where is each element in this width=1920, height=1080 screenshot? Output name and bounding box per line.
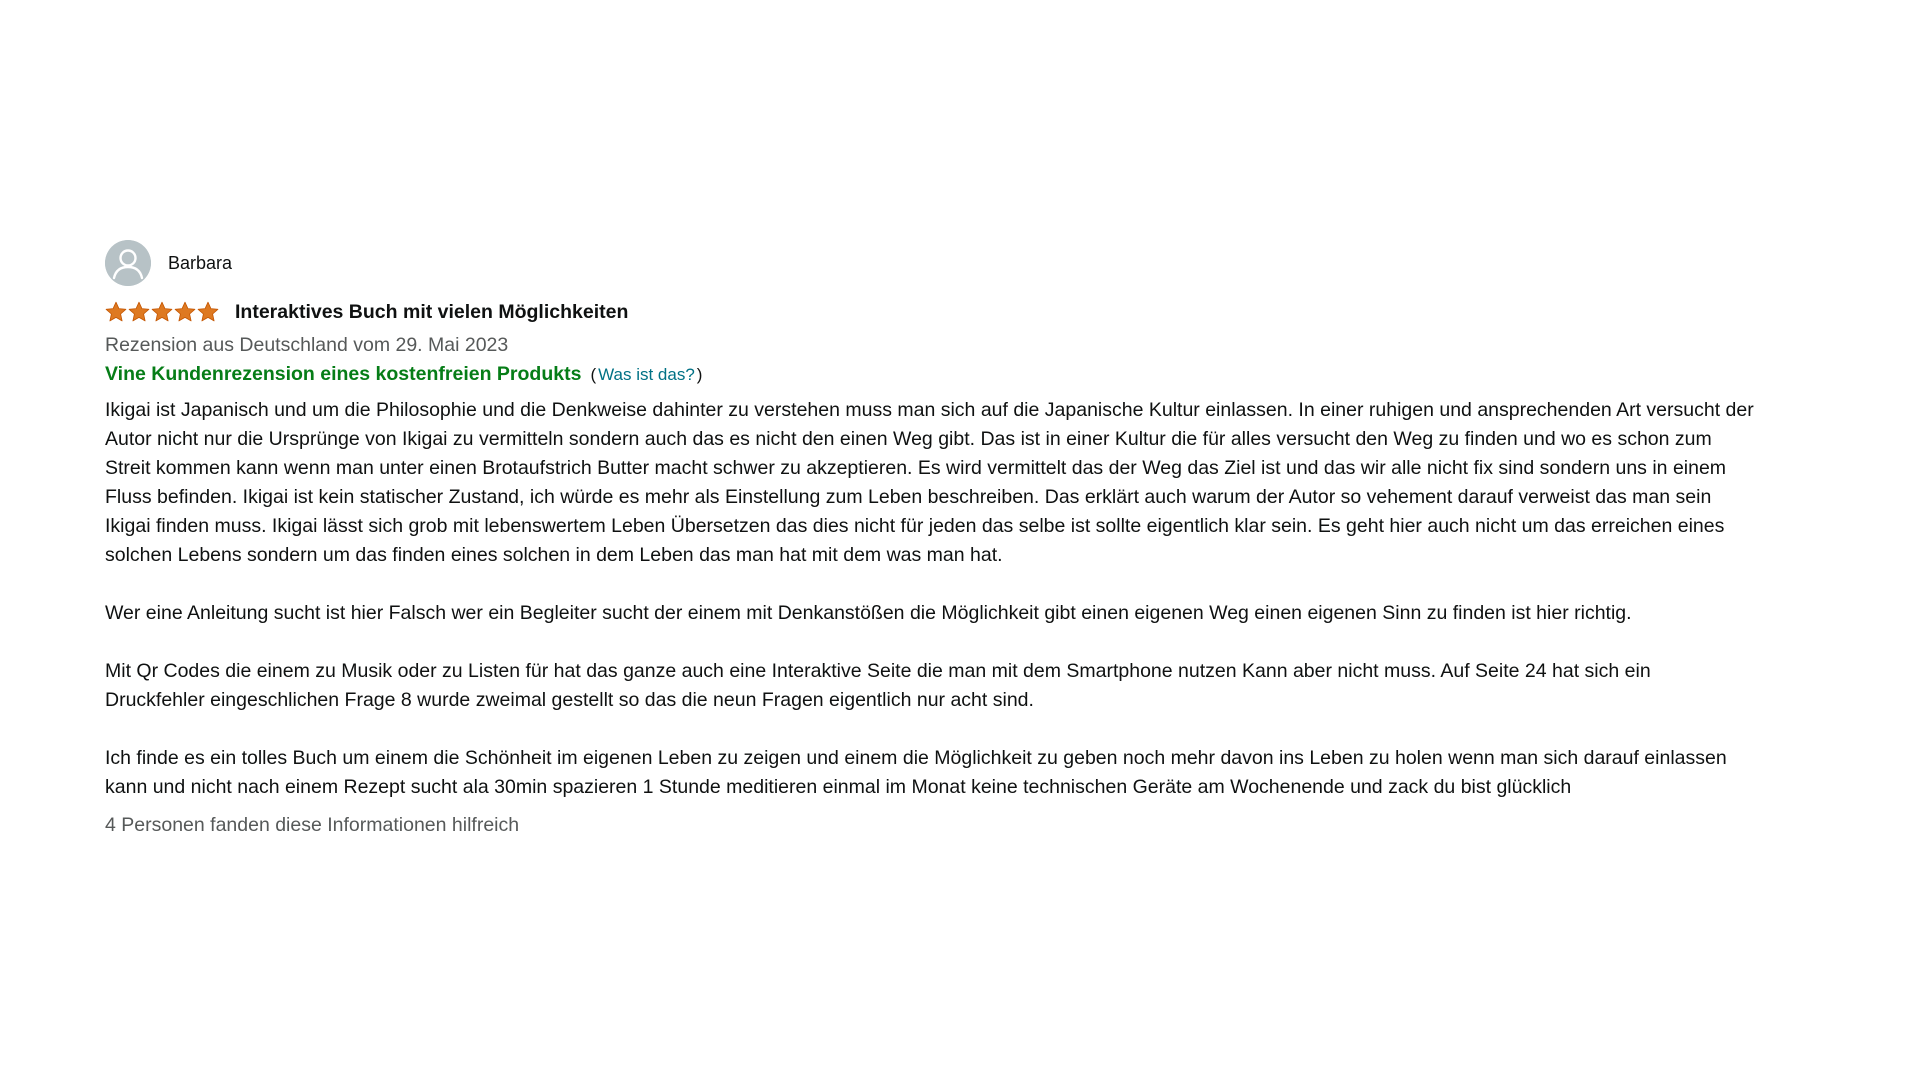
customer-review (105, 240, 1755, 838)
review-body (105, 396, 1755, 802)
star-icon (151, 301, 173, 323)
star-icon (174, 301, 196, 323)
star-icon (105, 301, 127, 323)
review-paragraph: Mit Qr Codes die einem zu Musik oder zu Listen für hat das ganze auch eine Interaktive Seite die man mit dem Smartphone nutzen Kann aber nicht muss. Auf Seite 24 hat sich ein Druckfehler eingeschlichen Frage 8 wurde zweimal gestellt so das die neun Fragen eigentlich nur acht sind. (105, 660, 1651, 711)
review-paragraph: Ikigai ist Japanisch und um die Philosophie und die Denkweise dahinter zu verstehen muss man sich auf die Japanische Kultur einlassen. In einer ruhigen und ansprechenden Art versucht der Autor nicht nur die Ursprünge von Ikigai zu vermitteln sondern auch das es nicht den einen Weg gibt. Das ist in einer Kultur die für alles versucht den Weg zu finden und wo es schon zum Streit kommen kann wenn man unter einen Brotaufstrich Butter macht schwer zu akzeptieren. Es wird vermittelt das der Weg das Ziel ist und das wir alle nicht fix sind sondern uns in einem Fluss befinden. Ikigai ist kein statischer Zustand, ich würde es mehr als Einstellung zum Leben beschreiben. Das erklärt auch warum der Autor so vehement darauf verweist das man sein Ikigai finden muss. Ikigai lässt sich grob mit lebenswertem Leben Übersetzen das dies nicht für jeden das selbe ist sollte eigentlich klar sein. Es geht hier auch nicht um das erreichen eines solchen Lebens sondern um das finden eines solchen in dem Leben das man hat mit dem was man hat. (105, 399, 1754, 566)
paren-open: ( (590, 365, 597, 384)
star-rating[interactable] (105, 300, 220, 324)
vine-label: Vine Kundenrezension eines kostenfreien Produkts (105, 363, 582, 385)
review-paragraph: Wer eine Anleitung sucht ist hier Falsch wer ein Begleiter sucht der einem mit Denkanstößen die Möglichkeit gibt einen eigenen Weg einen eigenen Sinn zu finden ist hier richtig. (105, 602, 1632, 624)
paren-close: ) (696, 365, 703, 384)
user-avatar-icon (105, 240, 151, 286)
reviewer-profile[interactable] (105, 240, 1755, 286)
review-date: Rezension aus Deutschland vom 29. Mai 2023 (105, 334, 509, 356)
star-icon (197, 301, 219, 323)
review-title[interactable]: Interaktives Buch mit vielen Möglichkeiten (235, 300, 629, 323)
reviewer-name[interactable]: Barbara (168, 252, 233, 273)
star-icon (128, 301, 150, 323)
vine-info-link[interactable]: Was ist das? (598, 365, 695, 384)
review-paragraph: Ich finde es ein tolles Buch um einem die Schönheit im eigenen Leben zu zeigen und einem die Möglichkeit zu geben noch mehr davon ins Leben zu holen wenn man sich darauf einlassen kann und nicht nach einem Rezept sucht ala 30min spazieren 1 Stunde meditieren einmal im Monat keine technischen Geräte am Wochenende und zack du bist glücklich (105, 747, 1727, 798)
vine-badge-row (105, 361, 1755, 388)
user-silhouette-icon (105, 240, 151, 286)
helpful-count: 4 Personen fanden diese Informationen hilfreich (105, 814, 520, 836)
vine-help (590, 362, 702, 388)
review-title-row (105, 300, 1755, 324)
